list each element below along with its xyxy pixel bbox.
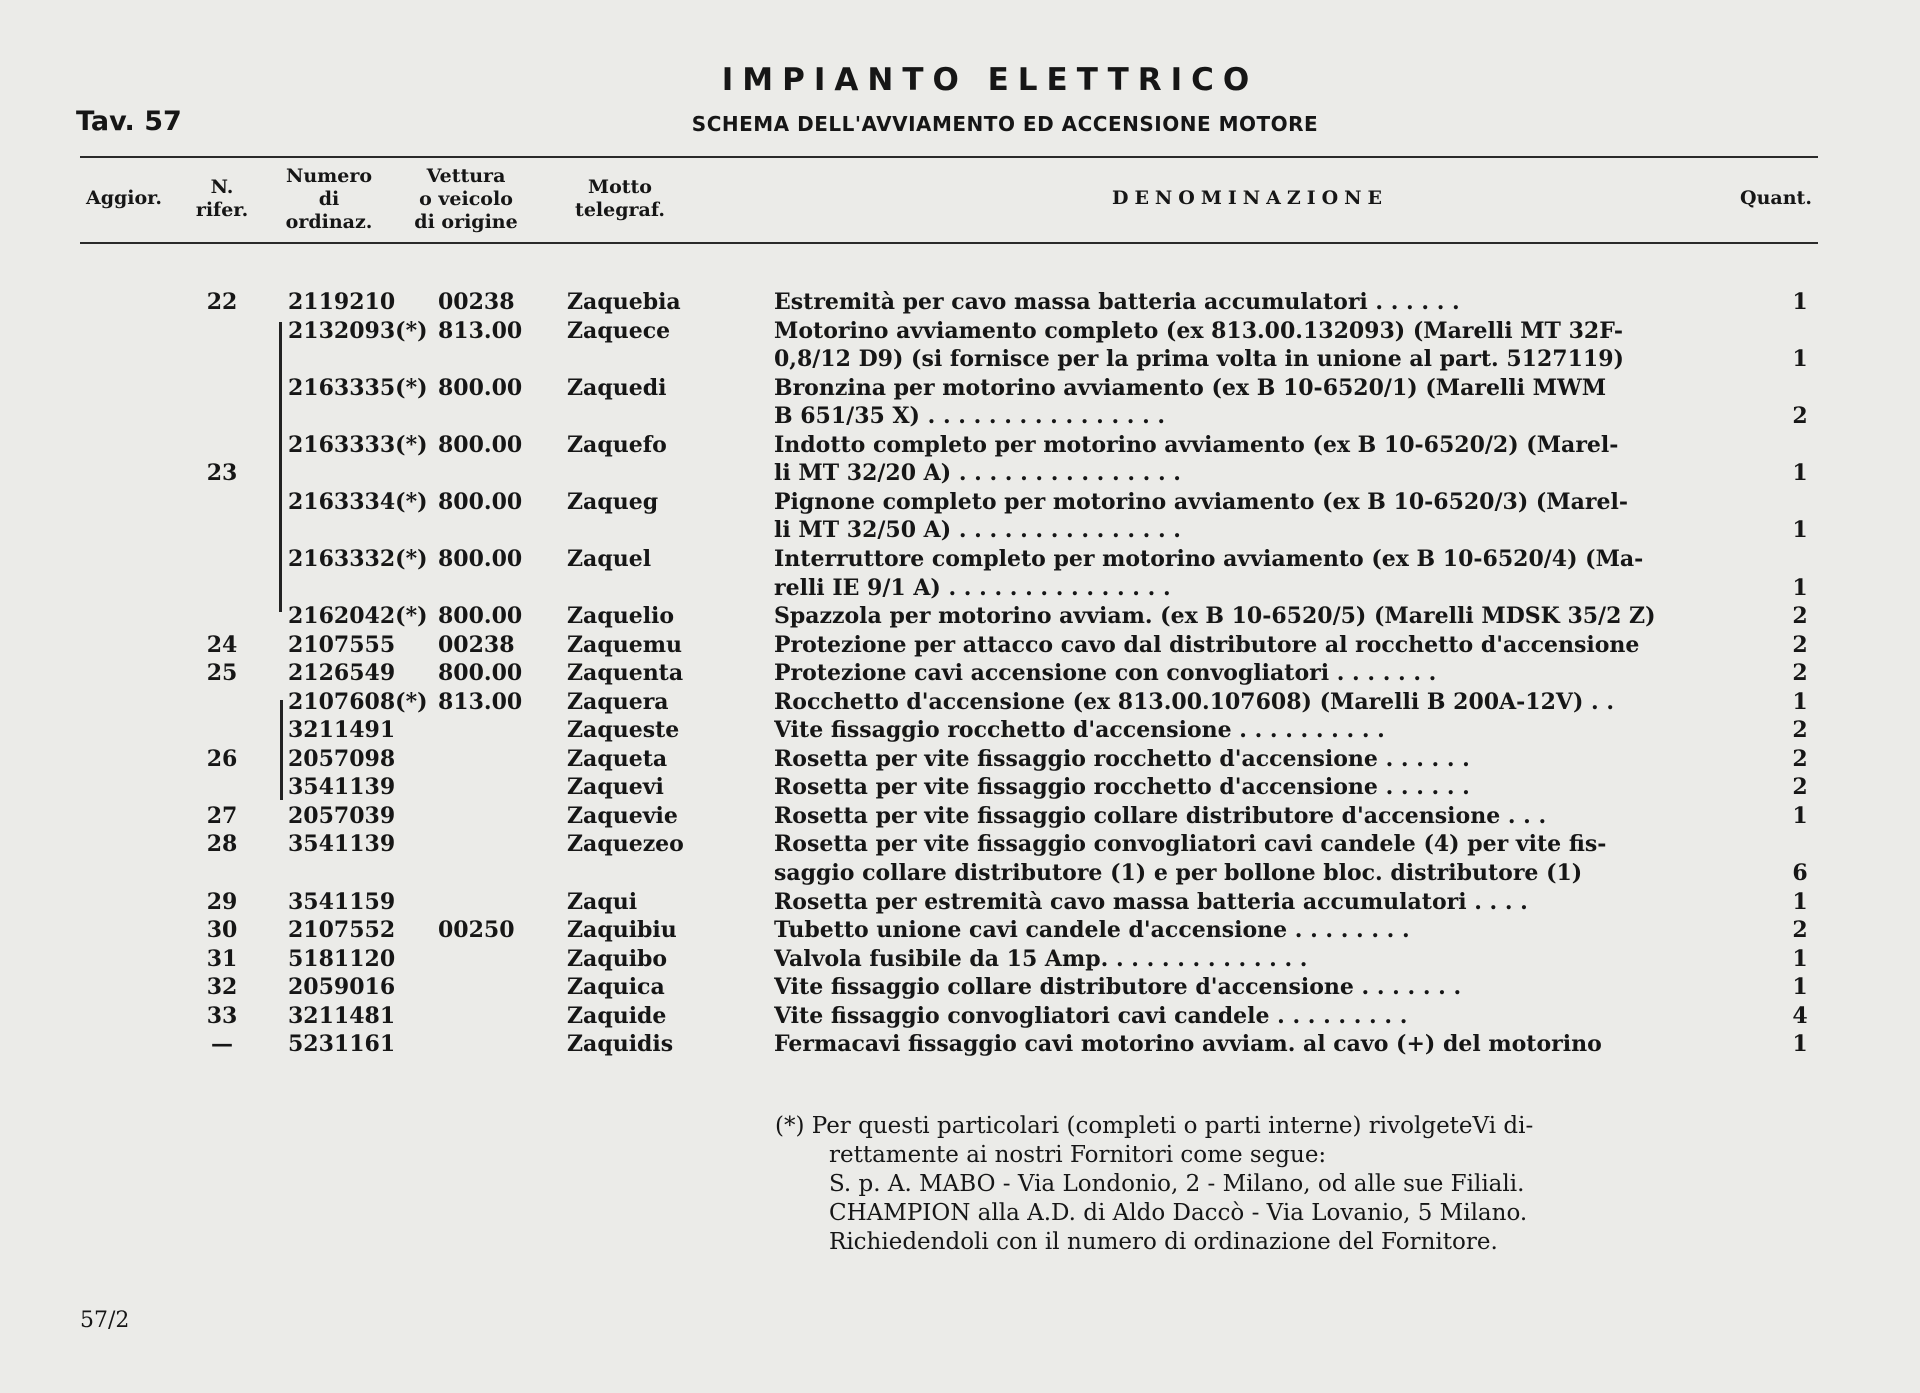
table-row <box>0 945 1920 974</box>
vehicle-origin-cell: 00238 <box>438 289 515 315</box>
ref-number-cell: 27 <box>206 803 238 829</box>
group-brace-26 <box>280 700 283 800</box>
page-number: 57/2 <box>80 1308 130 1333</box>
col-quant: Quant. <box>1740 187 1812 209</box>
telegraph-code-cell: Zaquebia <box>567 289 681 315</box>
description-cell: 0,8/12 D9) (si fornisce per la prima volta in unione al part. 5127119) <box>774 346 1624 372</box>
vehicle-origin-cell: 00250 <box>438 917 515 943</box>
table-row <box>0 488 1920 517</box>
description-cell: Rosetta per vite fissaggio rocchetto d'accensione . . . . . . <box>774 774 1470 800</box>
description-cell: Protezione per attacco cavo dal distributore al rocchetto d'accensione <box>774 632 1640 658</box>
telegraph-code-cell: Zaqueta <box>567 746 668 772</box>
table-row <box>0 859 1920 888</box>
telegraph-code-cell: Zaquelio <box>567 603 675 629</box>
footnote <box>775 1112 1815 1257</box>
footnote-line1: (*) Per questi particolari (completi o parti interne) rivolgeteVi di- <box>775 1113 1534 1139</box>
table-number: Tav. 57 <box>76 106 182 137</box>
quantity-cell: 1 <box>1792 517 1808 543</box>
order-number-cell: 2162042(*) <box>288 603 428 629</box>
description-cell: Protezione cavi accensione con convogliatori . . . . . . . <box>774 660 1437 686</box>
description-cell: Rocchetto d'accensione (ex 813.00.107608) (Marelli B 200A-12V) . . <box>774 689 1615 715</box>
table-row <box>0 574 1920 603</box>
telegraph-code-cell: Zaquibo <box>567 946 668 972</box>
telegraph-code-cell: Zaquevie <box>567 803 678 829</box>
table-row <box>0 317 1920 346</box>
order-number-cell: 5231161 <box>288 1031 396 1057</box>
telegraph-code-cell: Zaqui <box>567 889 638 915</box>
col-numero-line2: di <box>318 188 340 210</box>
telegraph-code-cell: Zaquide <box>567 1003 667 1029</box>
quantity-cell: 2 <box>1792 717 1808 743</box>
order-number-cell: 5181120 <box>288 946 396 972</box>
quantity-cell: 1 <box>1792 889 1808 915</box>
table-row <box>0 716 1920 745</box>
telegraph-code-cell: Zaquece <box>567 318 671 344</box>
table-row <box>0 745 1920 774</box>
col-motto <box>558 176 682 222</box>
table-row <box>0 345 1920 374</box>
description-cell: Fermacavi fissaggio cavi motorino avviam. al cavo (+) del motorino <box>774 1031 1602 1057</box>
table-row <box>0 1002 1920 1031</box>
col-rif-line1: N. <box>210 176 234 198</box>
table-row <box>0 888 1920 917</box>
description-cell: Pignone completo per motorino avviamento (ex B 10-6520/3) (Marel- <box>774 489 1628 515</box>
header-bottom-rule <box>80 242 1818 244</box>
col-motto-line2: telegraf. <box>575 199 665 221</box>
ref-number-cell: 32 <box>206 974 238 1000</box>
table-row <box>0 659 1920 688</box>
table-row <box>0 802 1920 831</box>
ref-number-cell: 25 <box>206 660 238 686</box>
description-cell: Vite fissaggio convogliatori cavi candele . . . . . . . . . <box>774 1003 1408 1029</box>
vehicle-origin-cell: 800.00 <box>438 603 523 629</box>
footnote-line2: rettamente ai nostri Fornitori come segue: <box>829 1142 1327 1168</box>
col-aggior: Aggior. <box>85 187 163 209</box>
quantity-cell: 2 <box>1792 917 1808 943</box>
page-subtitle: SCHEMA DELL'AVVIAMENTO ED ACCENSIONE MOTORE <box>691 112 1319 136</box>
description-cell: relli IE 9/1 A) . . . . . . . . . . . . . . . <box>774 575 1171 601</box>
description-cell: Indotto completo per motorino avviamento (ex B 10-6520/2) (Marel- <box>774 432 1619 458</box>
ref-number-cell: 30 <box>206 917 238 943</box>
description-cell: Rosetta per vite fissaggio convogliatori cavi candele (4) per vite fis- <box>774 831 1607 857</box>
order-number-cell: 2126549 <box>288 660 396 686</box>
description-cell: li MT 32/50 A) . . . . . . . . . . . . . . . <box>774 517 1181 543</box>
telegraph-code-cell: Zaquidis <box>567 1031 674 1057</box>
quantity-cell: 2 <box>1792 774 1808 800</box>
ref-number-cell: 33 <box>206 1003 238 1029</box>
col-numero-line3: ordinaz. <box>285 211 373 233</box>
ref-number-cell: 28 <box>206 831 238 857</box>
quantity-cell: 1 <box>1792 289 1808 315</box>
description-cell: Motorino avviamento completo (ex 813.00.132093) (Marelli MT 32F- <box>774 318 1623 344</box>
table-row <box>0 374 1920 403</box>
col-rif <box>186 176 258 222</box>
telegraph-code-cell: Zaquevi <box>567 774 664 800</box>
telegraph-code-cell: Zaquedi <box>567 375 667 401</box>
order-number-cell: 2163332(*) <box>288 546 428 572</box>
table-row <box>0 459 1920 488</box>
quantity-cell: 2 <box>1792 603 1808 629</box>
vehicle-origin-cell: 800.00 <box>438 546 523 572</box>
vehicle-origin-cell: 00238 <box>438 632 515 658</box>
description-cell: Rosetta per estremità cavo massa batteria accumulatori . . . . <box>774 889 1528 915</box>
ref-number-cell: 26 <box>206 746 238 772</box>
telegraph-code-cell: Zaquenta <box>567 660 684 686</box>
ref-number-cell: 22 <box>206 289 238 315</box>
table-row <box>0 916 1920 945</box>
description-cell: Estremità per cavo massa batteria accumulatori . . . . . . <box>774 289 1460 315</box>
col-numero <box>276 165 382 234</box>
col-denominazione: DENOMINAZIONE <box>1111 187 1389 209</box>
description-cell: saggio collare distributore (1) e per bollone bloc. distributore (1) <box>774 860 1583 886</box>
table-row <box>0 1030 1920 1059</box>
quantity-cell: 2 <box>1792 632 1808 658</box>
footnote-line4: CHAMPION alla A.D. di Aldo Daccò - Via Lovanio, 5 Milano. <box>829 1200 1528 1226</box>
order-number-cell: 2132093(*) <box>288 318 428 344</box>
col-vettura-line2: o veicolo <box>419 188 513 210</box>
table-row <box>0 516 1920 545</box>
ref-number-cell: 23 <box>206 460 238 486</box>
table-row <box>0 545 1920 574</box>
order-number-cell: 3211491 <box>288 717 396 743</box>
table-row <box>0 288 1920 317</box>
quantity-cell: 1 <box>1792 803 1808 829</box>
quantity-cell: 2 <box>1792 746 1808 772</box>
telegraph-code-cell: Zaquezeo <box>567 831 684 857</box>
col-vettura-line1: Vettura <box>426 165 506 187</box>
telegraph-code-cell: Zaquefo <box>567 432 667 458</box>
ref-number-cell: 29 <box>206 889 238 915</box>
col-vettura-line3: di origine <box>414 211 518 233</box>
telegraph-code-cell: Zaquemu <box>567 632 682 658</box>
ref-number-cell: 24 <box>206 632 238 658</box>
group-brace-23 <box>279 322 282 612</box>
table-row <box>0 431 1920 460</box>
table-row <box>0 402 1920 431</box>
quantity-cell: 2 <box>1792 660 1808 686</box>
vehicle-origin-cell: 800.00 <box>438 432 523 458</box>
quantity-cell: 1 <box>1792 689 1808 715</box>
quantity-cell: 1 <box>1792 946 1808 972</box>
order-number-cell: 3541159 <box>288 889 396 915</box>
order-number-cell: 3541139 <box>288 774 396 800</box>
table-row <box>0 973 1920 1002</box>
table-row <box>0 830 1920 859</box>
telegraph-code-cell: Zaquica <box>567 974 665 1000</box>
col-motto-line1: Motto <box>588 176 652 198</box>
description-cell: li MT 32/20 A) . . . . . . . . . . . . . . . <box>774 460 1181 486</box>
order-number-cell: 2107552 <box>288 917 396 943</box>
footnote-line5: Richiedendoli con il numero di ordinazione del Fornitore. <box>829 1229 1498 1255</box>
order-number-cell: 3541139 <box>288 831 396 857</box>
description-cell: Valvola fusibile da 15 Amp. . . . . . . . . . . . . . <box>774 946 1308 972</box>
telegraph-code-cell: Zaquera <box>567 689 669 715</box>
vehicle-origin-cell: 800.00 <box>438 375 523 401</box>
description-cell: Tubetto unione cavi candele d'accensione . . . . . . . . <box>774 917 1410 943</box>
quantity-cell: 1 <box>1792 460 1808 486</box>
footnote-line3: S. p. A. MABO - Via Londonio, 2 - Milano, od alle sue Filiali. <box>829 1171 1525 1197</box>
description-cell: Vite fissaggio collare distributore d'accensione . . . . . . . <box>774 974 1462 1000</box>
vehicle-origin-cell: 813.00 <box>438 689 523 715</box>
description-cell: Rosetta per vite fissaggio rocchetto d'accensione . . . . . . <box>774 746 1470 772</box>
order-number-cell: 2059016 <box>288 974 396 1000</box>
table-row <box>0 631 1920 660</box>
quantity-cell: 1 <box>1792 1031 1808 1057</box>
vehicle-origin-cell: 813.00 <box>438 318 523 344</box>
telegraph-code-cell: Zaquibiu <box>567 917 677 943</box>
vehicle-origin-cell: 800.00 <box>438 489 523 515</box>
table-row <box>0 773 1920 802</box>
vehicle-origin-cell: 800.00 <box>438 660 523 686</box>
col-vettura <box>404 165 528 234</box>
description-cell: Interruttore completo per motorino avviamento (ex B 10-6520/4) (Ma- <box>774 546 1644 572</box>
page-title: IMPIANTO ELETTRICO <box>721 62 1259 98</box>
ref-number-cell: — <box>211 1031 233 1057</box>
telegraph-code-cell: Zaqueste <box>567 717 680 743</box>
quantity-cell: 1 <box>1792 575 1808 601</box>
quantity-cell: 2 <box>1792 403 1808 429</box>
description-cell: Spazzola per motorino avviam. (ex B 10-6520/5) (Marelli MDSK 35/2 Z) <box>774 603 1656 629</box>
quantity-cell: 1 <box>1792 346 1808 372</box>
order-number-cell: 2163333(*) <box>288 432 428 458</box>
col-rif-line2: rifer. <box>195 199 249 221</box>
col-numero-line1: Numero <box>285 165 373 187</box>
ref-number-cell: 31 <box>206 946 238 972</box>
quantity-cell: 6 <box>1792 860 1808 886</box>
quantity-cell: 1 <box>1792 974 1808 1000</box>
telegraph-code-cell: Zaquel <box>567 546 652 572</box>
telegraph-code-cell: Zaqueg <box>567 489 659 515</box>
description-cell: Bronzina per motorino avviamento (ex B 10-6520/1) (Marelli MWM <box>774 375 1607 401</box>
order-number-cell: 2119210 <box>288 289 396 315</box>
description-cell: Rosetta per vite fissaggio collare distributore d'accensione . . . <box>774 803 1547 829</box>
order-number-cell: 2163335(*) <box>288 375 428 401</box>
description-cell: B 651/35 X) . . . . . . . . . . . . . . . . <box>774 403 1166 429</box>
order-number-cell: 2057098 <box>288 746 396 772</box>
description-cell: Vite fissaggio rocchetto d'accensione . . . . . . . . . . <box>774 717 1385 743</box>
order-number-cell: 3211481 <box>288 1003 396 1029</box>
order-number-cell: 2107608(*) <box>288 689 428 715</box>
table-row <box>0 688 1920 717</box>
order-number-cell: 2163334(*) <box>288 489 428 515</box>
header-top-rule <box>80 156 1818 158</box>
order-number-cell: 2057039 <box>288 803 396 829</box>
order-number-cell: 2107555 <box>288 632 396 658</box>
quantity-cell: 4 <box>1792 1003 1808 1029</box>
table-row <box>0 602 1920 631</box>
